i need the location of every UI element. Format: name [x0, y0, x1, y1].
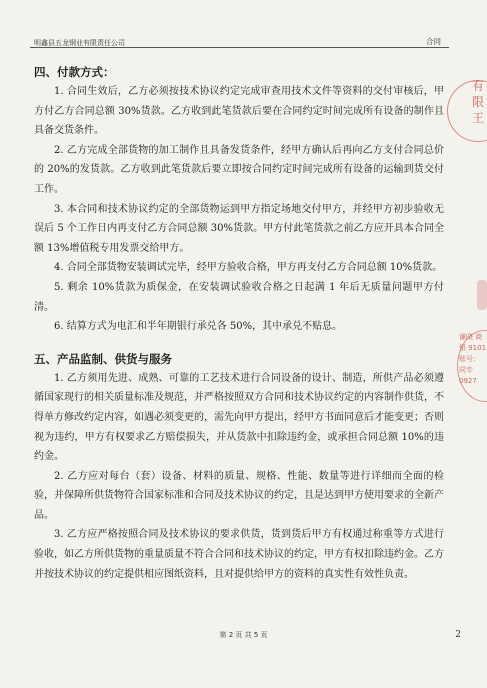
supply-clause-2: 2. 乙方应对每台（套）设备、材料的质量、规格、性能、数量等进行详细而全面的检验，并保障所供货物符合国家标准和合同及技术协议的约定，且是达到甲方使用要求的全新产品。 — [34, 470, 444, 521]
section-title-supply: 五、产品监制、供货与服务 — [34, 351, 172, 366]
page-number: 2 — [455, 630, 461, 640]
payment-clause-1: 1. 合同生效后，乙方必须按技术协议约定完成审查用技术文件等资料的交付审核后，甲方付乙方合同总额 30%货款。乙方收到此笔货款后要在合同约定时间完成所有设备的制作且具备交货条件。 — [34, 86, 444, 137]
header-company: 明鑫县五龙钢业有限责任公司 — [34, 39, 125, 47]
payment-clause-4: 4. 合同全部货物安装调试完毕，经甲方验收合格，甲方再支付乙方合同总额 10%货款。 — [54, 262, 443, 274]
seal-text-top: 有 限 王 — [471, 79, 484, 125]
section-title-payment: 四、付款方式： — [34, 65, 115, 79]
header-doc-type: 合同 — [426, 37, 441, 46]
payment-clause-3: 3. 本合同和技术协议约定的全部货物运到甲方指定场地交付甲方，并经甲方初步验收无误后 5 个工作日内再支付乙方合同总额 30%货款。甲方付此笔货款之前乙方应开具本合同全额 13%增值税专用发票交给甲方。 — [34, 203, 444, 254]
ink-smudge — [477, 280, 487, 310]
payment-clause-2: 2. 乙方完成全部货物的加工制作且具备发货条件，经甲方确认后再向乙方支付合同总价的 20%的发货款。乙方收到此笔货款后要立即按合同约定时间完成所有设备的运输到货交付工作。 — [34, 144, 444, 195]
supply-clause-1: 1. 乙方须用先进、成熟、可靠的工艺技术进行合同设备的设计、制造，所供产品必须遵循国家现行的相关质量标准及规范，并严格按照双方合同和技术协议约定的内容制作供货，不得单方修改约定内容，如遇必须变更的，需先向甲方提出，经甲方书面同意后才能变更；否则视为违约，甲方有权要求乙方赔偿损失，并从货款中扣除违约金，或承担合同总额 10%的违约金。 — [34, 372, 444, 463]
supply-clause-3: 3. 乙方应严格按照合同及技术协议的要求供货，货到货后甲方有权通过称重等方式进行验收，如乙方所供货物的重量质量不符合合同和技术协议的约定，甲方有权扣除违约金。乙方并按技术协议的约定提供相应图纸资料，且对提供给甲方的资料的真实性有效性负责。 — [34, 529, 444, 580]
header-rule — [30, 47, 449, 48]
payment-clause-5: 5. 剩余 10%货款为质保金，在安装调试验收合格之日起满 1 年后无质量问题甲方付清。 — [34, 281, 444, 313]
payment-clause-6: 6. 结算方式为电汇和半年期银行承兑各 50%，其中承兑不贴息。 — [54, 321, 343, 333]
contract-body — [34, 62, 444, 584]
page-indicator: 第 2 页 共 5 页 — [219, 631, 268, 639]
seal-text-mid: 谦晓 商银 9101 账号： 同专 0927 — [459, 333, 487, 385]
